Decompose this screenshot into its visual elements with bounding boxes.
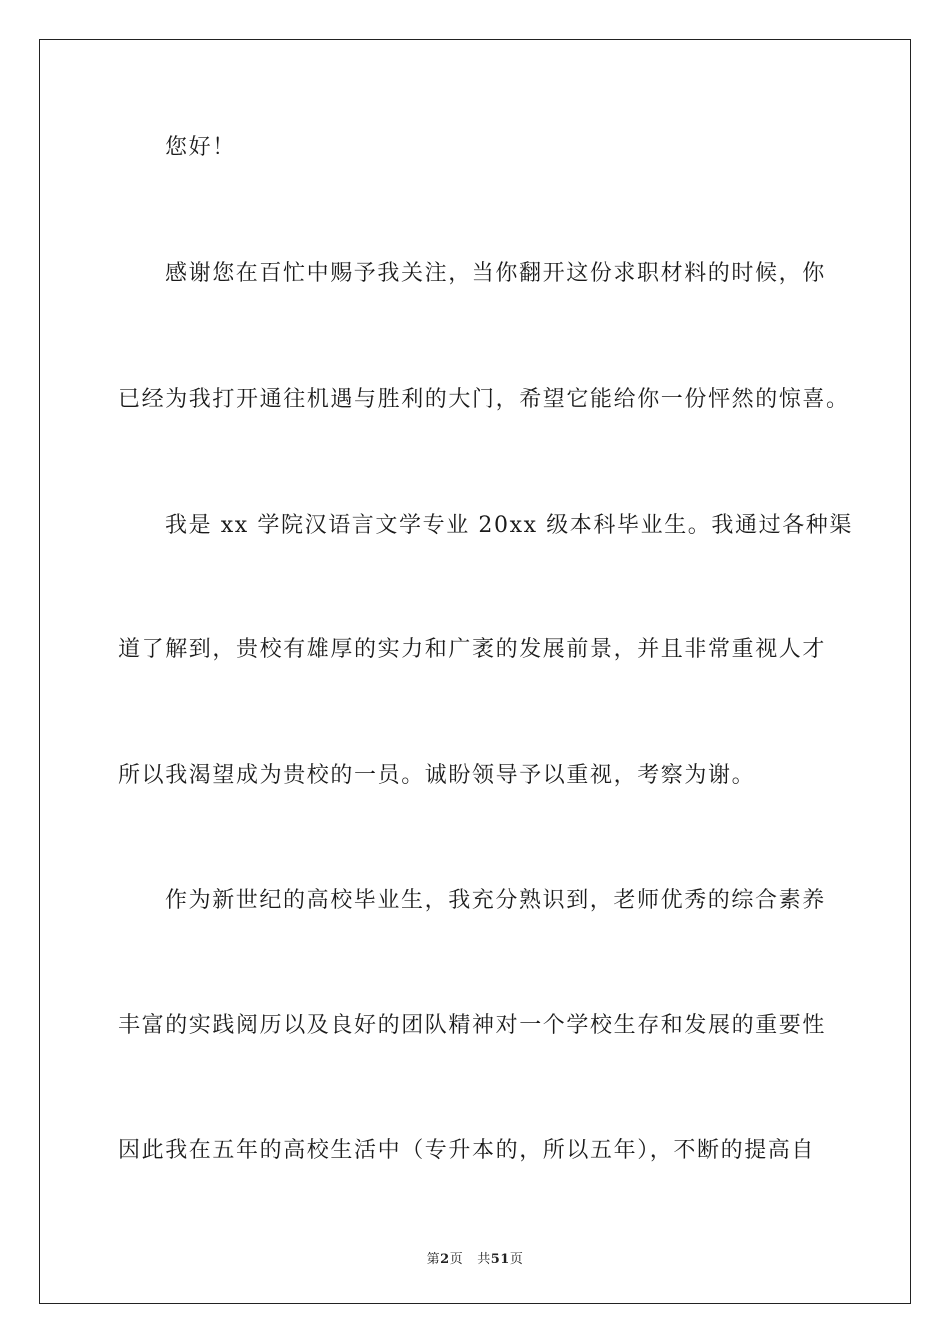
total-pages: 51 — [490, 1252, 510, 1267]
greeting-line: 您好！ — [165, 135, 236, 160]
paragraph-line: 作为新世纪的高校毕业生，我充分熟识到，老师优秀的综合素养 — [165, 888, 826, 913]
page-border — [39, 39, 911, 1304]
paragraph-line: 丰富的实践阅历以及良好的团队精神对一个学校生存和发展的重要性 — [118, 1013, 827, 1038]
paragraph-line: 道了解到，贵校有雄厚的实力和广袤的发展前景，并且非常重视人才 — [118, 637, 827, 662]
paragraph-line: 所以我渴望成为贵校的一员。诚盼领导予以重视，考察为谢。 — [118, 763, 756, 788]
total-prefix: 共 — [477, 1252, 491, 1267]
page-prefix: 第 — [426, 1252, 441, 1267]
page-suffix: 页 — [449, 1252, 464, 1267]
page-number: 2 — [440, 1252, 450, 1267]
paragraph-line: 已经为我打开通往机遇与胜利的大门，希望它能给你一份怦然的惊喜。 — [118, 387, 850, 412]
total-suffix: 页 — [509, 1252, 524, 1267]
paragraph-line: 因此我在五年的高校生活中（专升本的，所以五年），不断的提高自 — [118, 1138, 816, 1163]
page-footer — [0, 1248, 950, 1267]
paragraph-line: 感谢您在百忙中赐予我关注，当你翻开这份求职材料的时候，你 — [165, 261, 826, 286]
paragraph-line: 我是 xx 学院汉语言文学专业 20xx 级本科毕业生。我通过各种渠 — [165, 513, 853, 538]
